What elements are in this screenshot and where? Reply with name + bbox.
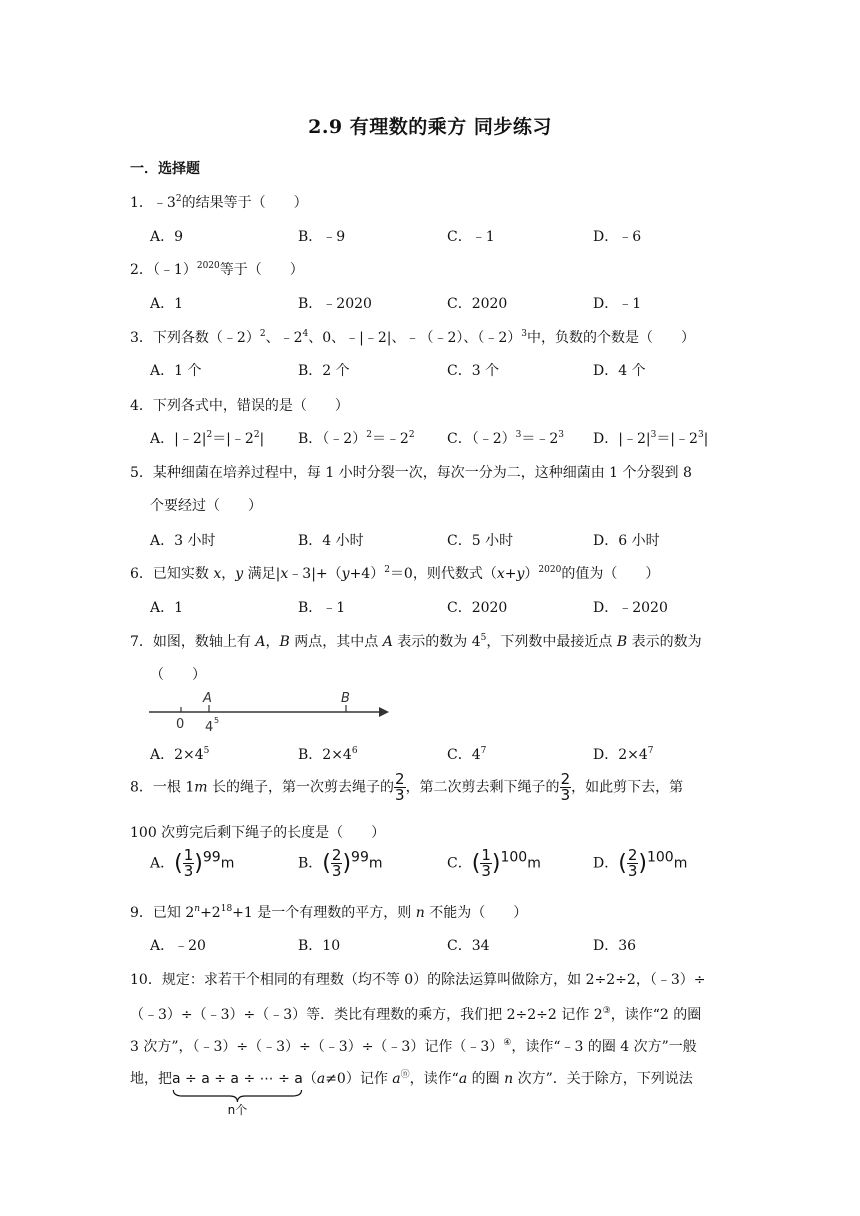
question-1: 1．$﹣3^2$的结果等于（ ） xyxy=(130,194,308,211)
option-d[interactable]: D．﹣2020 xyxy=(593,600,668,616)
fraction-two-thirds: $\frac{2}{3}$ xyxy=(560,770,571,804)
option-a[interactable]: A．( $\frac{1}{3}$ )$^{99}$m xyxy=(150,846,235,880)
question-5-options xyxy=(150,530,750,550)
point-b-label: B xyxy=(341,691,350,706)
option-c[interactable]: C．( $\frac{1}{3}$ )$^{100}$m xyxy=(447,846,541,880)
option-a[interactable]: A．9 xyxy=(150,229,184,245)
option-a[interactable]: A．$2\times 4^5$ xyxy=(150,746,210,763)
option-b[interactable]: B．﹣9 xyxy=(298,229,346,245)
option-b[interactable]: B．$2\times 4^6$ xyxy=(298,746,358,763)
question-5: 5．某种细菌在培养过程中，每 1 小时分裂一次，每次一分为二，这种细菌由 1 个分裂到 8 xyxy=(130,465,692,481)
question-7-line2: （ ） xyxy=(150,667,206,683)
question-8-line2: 100 次剪完后剩下绳子的长度是（ ） xyxy=(130,825,386,841)
page-title: 2.9 有理数的乘方 同步练习 xyxy=(308,116,552,138)
option-b[interactable]: B．( $\frac{2}{3}$ )$^{99}$m xyxy=(298,846,383,880)
option-c[interactable]: C．$(﹣2)^3=﹣2^3$ xyxy=(447,430,565,447)
question-3: 3．下列各数（﹣2）$^2$、$﹣2^4$、0、﹣|﹣2|、﹣（﹣2）、（﹣2）$^3$中，负数的个数是（ ） xyxy=(130,329,696,346)
number-line-figure xyxy=(145,686,395,736)
option-d[interactable]: D．( $\frac{2}{3}$ )$^{100}$m xyxy=(593,846,688,880)
fraction: $\frac{1}{3}$ xyxy=(183,846,194,880)
question-4: 4．下列各式中，错误的是（ ） xyxy=(130,398,349,414)
question-10: 10．规定：求若干个相同的有理数（均不等 0）的除法运算叫做除方，如 2÷2÷2，（﹣3）÷ xyxy=(130,972,706,988)
option-c[interactable]: C．2020 xyxy=(447,600,508,616)
point-a-label: A xyxy=(203,691,212,706)
option-a[interactable]: A．3 小时 xyxy=(150,533,216,549)
question-6-options xyxy=(150,597,750,617)
axis-arrow-icon xyxy=(379,707,389,717)
option-c[interactable]: C．5 小时 xyxy=(447,533,514,549)
option-c[interactable]: C．34 xyxy=(447,938,490,954)
option-b[interactable]: B．﹣1 xyxy=(298,600,346,616)
question-9-options xyxy=(150,935,750,955)
section-heading: 一．选择题 xyxy=(130,161,200,177)
question-8-options xyxy=(150,848,750,888)
option-b[interactable]: B．2 个 xyxy=(298,363,350,379)
question-9: 9．已知 $2^n+2^{18}+1$ 是一个有理数的平方，则 n 不能为（ ） xyxy=(130,904,528,921)
point-a-value-base: 4 xyxy=(205,720,214,735)
option-a[interactable]: A．1 个 xyxy=(150,363,202,379)
question-8: 8．一根 1m 长的绳子，第一次剪去绳子的 $\frac{2}{3}$ ，第二次剪去剩下绳子的 $\frac{2}{3}$ ，如此剪下去，第 xyxy=(130,770,684,804)
option-c[interactable]: C．3 个 xyxy=(447,363,500,379)
question-10-line2: （﹣3）÷（﹣3）÷（﹣3）等．类比有理数的乘方，我们把 2÷2÷2 记作 2③，读作“2 的圈 xyxy=(130,1006,702,1023)
option-d[interactable]: D．$2\times 4^7$ xyxy=(593,746,654,763)
fraction: $\frac{2}{3}$ xyxy=(331,846,342,880)
underbrace-expression: a ÷ a ÷ a ÷ ⋯ ÷ a n个 xyxy=(172,1071,303,1117)
option-b[interactable]: B．﹣2020 xyxy=(298,296,372,312)
question-2: 2．（﹣1）$^{2020}$等于（ ） xyxy=(130,261,304,278)
option-a[interactable]: A．1 xyxy=(150,296,184,312)
question-4-options xyxy=(150,428,750,448)
fraction: $\frac{2}{3}$ xyxy=(627,846,638,880)
option-d[interactable]: D．﹣1 xyxy=(593,296,642,312)
question-5-line2: 个要经过（ ） xyxy=(150,498,262,514)
option-a[interactable]: A．$|﹣2|^2=|﹣2^2|$ xyxy=(150,430,265,447)
option-d[interactable]: D．﹣6 xyxy=(593,229,642,245)
question-7-options xyxy=(150,744,750,764)
option-d[interactable]: D．36 xyxy=(593,938,637,954)
option-c[interactable]: C．﹣1 xyxy=(447,229,495,245)
option-d[interactable]: D．6 小时 xyxy=(593,533,660,549)
option-a[interactable]: A．﹣20 xyxy=(150,938,206,954)
point-a-value-exp: 5 xyxy=(214,716,220,725)
fraction: $\frac{1}{3}$ xyxy=(481,846,491,880)
question-3-options xyxy=(150,360,750,380)
question-10-line3: 3 次方”，（﹣3）÷（﹣3）÷（﹣3）÷（﹣3）记作（﹣3）④，读作“﹣3 的圈 4 次方”一般 xyxy=(130,1038,697,1055)
question-2-options xyxy=(150,293,750,313)
option-c[interactable]: C．2020 xyxy=(447,296,508,312)
option-b[interactable]: B．$(﹣2)^2=﹣2^2$ xyxy=(298,430,415,447)
option-b[interactable]: B．10 xyxy=(298,938,341,954)
fraction-two-thirds: $\frac{2}{3}$ xyxy=(395,770,405,804)
option-a[interactable]: A．1 xyxy=(150,600,184,616)
question-10-line4: 地，把a ÷ a ÷ a ÷ ⋯ ÷ a n个 （a≠0）记作 aⓝ，读作“a 的圈 n 次方”．关于除方，下列说法 xyxy=(130,1070,693,1117)
question-7: 7．如图，数轴上有 A，B 两点，其中点 A 表示的数为 $4^5$，下列数中最接近点 B 表示的数为 xyxy=(130,633,702,650)
question-1-options xyxy=(150,226,750,246)
option-d[interactable]: D．4 个 xyxy=(593,363,646,379)
question-6: 6．已知实数 x，y 满足$|x﹣3|+(y+4)^2=0$，则代数式$(x+y)^{2020}$的值为（ ） xyxy=(130,565,660,582)
option-b[interactable]: B．4 小时 xyxy=(298,533,364,549)
zero-label: 0 xyxy=(176,717,185,732)
option-c[interactable]: C．$4^7$ xyxy=(447,746,487,763)
option-d[interactable]: D．$|﹣2|^3=|﹣2^3|$ xyxy=(593,430,709,447)
